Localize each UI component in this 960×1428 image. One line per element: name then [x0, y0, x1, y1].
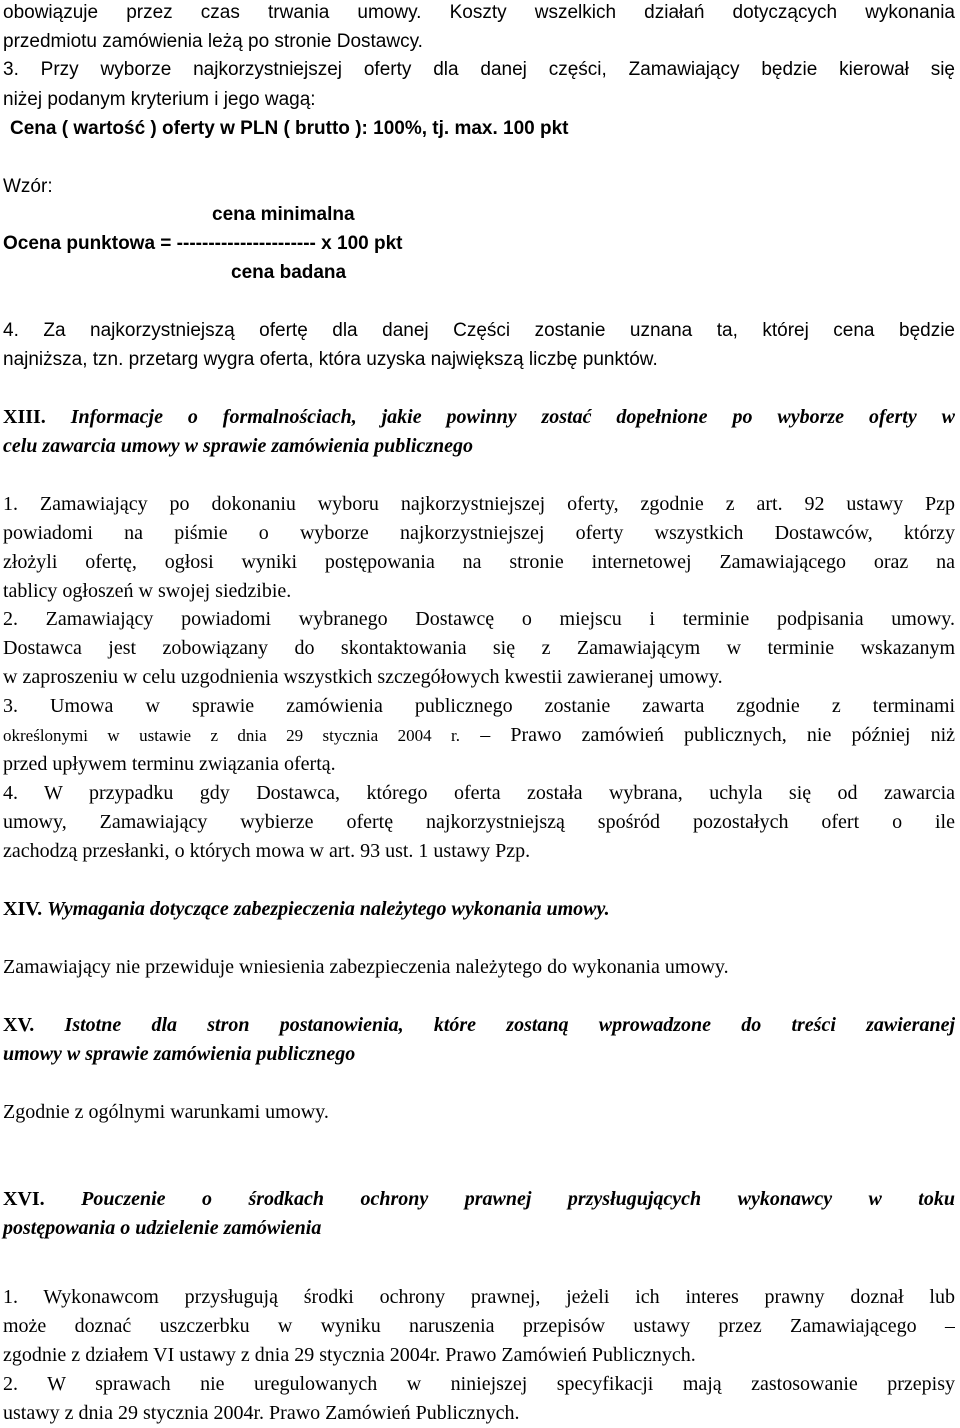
section-13-text-line: 1. Zamawiający po dokonaniu wyboru najkorzystniejszej oferty, zgodnie z art. 92 ustawy Pzp — [3, 493, 955, 515]
section-16-heading: XVI. Pouczenie o środkach ochrony prawnej przysługujących wykonawcy w toku — [3, 1188, 955, 1210]
section-13-text-line: 2. Zamawiający powiadomi wybranego Dostawcę o miejscu i terminie podpisania umowy. — [3, 608, 955, 630]
section-13-text-line: Dostawca jest zobowiązany do skontaktowania się z Zamawiającym w terminie wskazanym — [3, 637, 955, 659]
section-15-heading: XV. Istotne dla stron postanowienia, które zostaną wprowadzone do treści zawieranej — [3, 1014, 955, 1036]
section-15-heading: umowy w sprawie zamówienia publicznego — [3, 1043, 356, 1065]
section-16-text-line: 2. W sprawach nie uregulowanych w niniejszej specyfikacji mają zastosowanie przepisy — [3, 1373, 955, 1395]
section-14-heading: XIV. Wymagania dotyczące zabezpieczenia należytego wykonania umowy. — [3, 898, 610, 920]
formula-label: Wzór: — [3, 176, 53, 197]
section-16-text-line: zgodnie z działem VI ustawy z dnia 29 stycznia 2004r. Prawo Zamówień Publicznych. — [3, 1344, 696, 1366]
point-4-line: najniższa, tzn. przetarg wygra oferta, która uzyska największą liczbę punktów. — [3, 349, 658, 370]
formula-denominator: cena badana — [231, 262, 347, 283]
text-line: obowiązuje przez czas trwania umowy. Koszty wszelkich działań dotyczących wykonania — [3, 2, 955, 23]
section-13-heading: celu zawarcia umowy w sprawie zamówienia publicznego — [3, 435, 474, 457]
criterion-line: Cena ( wartość ) oferty w PLN ( brutto ): 100%, tj. max. 100 pkt — [10, 118, 569, 139]
point-4-line: 4. Za najkorzystniejszą ofertę dla danej Części zostanie uznana ta, której cena będzie — [3, 320, 955, 341]
section-16-text-line: może doznać uszczerbku w wyniku naruszenia przepisów ustawy przez Zamawiającego – — [3, 1315, 955, 1337]
section-13-text-line: określonymi w ustawie z dnia 29 stycznia 2004 r. – Prawo zamówień publicznych, nie później niż — [3, 724, 955, 746]
section-13-text-line: tablicy ogłoszeń w swojej siedzibie. — [3, 580, 292, 602]
section-13-text-line: powiadomi na piśmie o wyborze najkorzystniejszej oferty wszystkich Dostawców, którzy — [3, 522, 955, 544]
section-13-text-line: złożyli ofertę, ogłosi wyniki postępowania na stronie internetowej Zamawiającego oraz na — [3, 551, 955, 573]
section-15-text: Zgodnie z ogólnymi warunkami umowy. — [3, 1101, 329, 1123]
text-line: przedmiotu zamówienia leżą po stronie Dostawcy. — [3, 31, 423, 52]
formula-main: Ocena punktowa = ---------------------- x 100 pkt — [3, 233, 403, 254]
section-13-text-line: 4. W przypadku gdy Dostawca, którego oferta została wybrana, uchyla się od zawarcia — [3, 782, 955, 804]
text-line: 3. Przy wyborze najkorzystniejszej oferty dla danej części, Zamawiający będzie kierował się — [3, 59, 955, 80]
section-13-text-line: przed upływem terminu związania ofertą. — [3, 753, 336, 775]
section-13-text-line: zachodzą przesłanki, o których mowa w art. 93 ust. 1 ustawy Pzp. — [3, 840, 531, 862]
section-13-text-line: w zaproszeniu w celu uzgodnienia wszystkich szczegółowych kwestii zawieranej umowy. — [3, 666, 723, 688]
section-14-text: Zamawiający nie przewiduje wniesienia zabezpieczenia należytego do wykonania umowy. — [3, 956, 729, 978]
section-16-text-line: ustawy z dnia 29 stycznia 2004r. Prawo Zamówień Publicznych. — [3, 1402, 520, 1424]
formula-numerator: cena minimalna — [212, 204, 355, 225]
section-13-text-line: 3. Umowa w sprawie zamówienia publicznego zostanie zawarta zgodnie z terminami — [3, 695, 955, 717]
section-16-heading: postępowania o udzielenie zamówienia — [3, 1217, 322, 1239]
section-13-heading: XIII. Informacje o formalnościach, jakie powinny zostać dopełnione po wyborze oferty w — [3, 406, 955, 428]
text-line: niżej podanym kryterium i jego wagą: — [3, 89, 316, 110]
section-13-text-line: umowy, Zamawiający wybierze ofertę najkorzystniejszą spośród pozostałych ofert o ile — [3, 811, 955, 833]
section-16-text-line: 1. Wykonawcom przysługują środki ochrony prawnej, jeżeli ich interes prawny doznał lub — [3, 1286, 955, 1308]
